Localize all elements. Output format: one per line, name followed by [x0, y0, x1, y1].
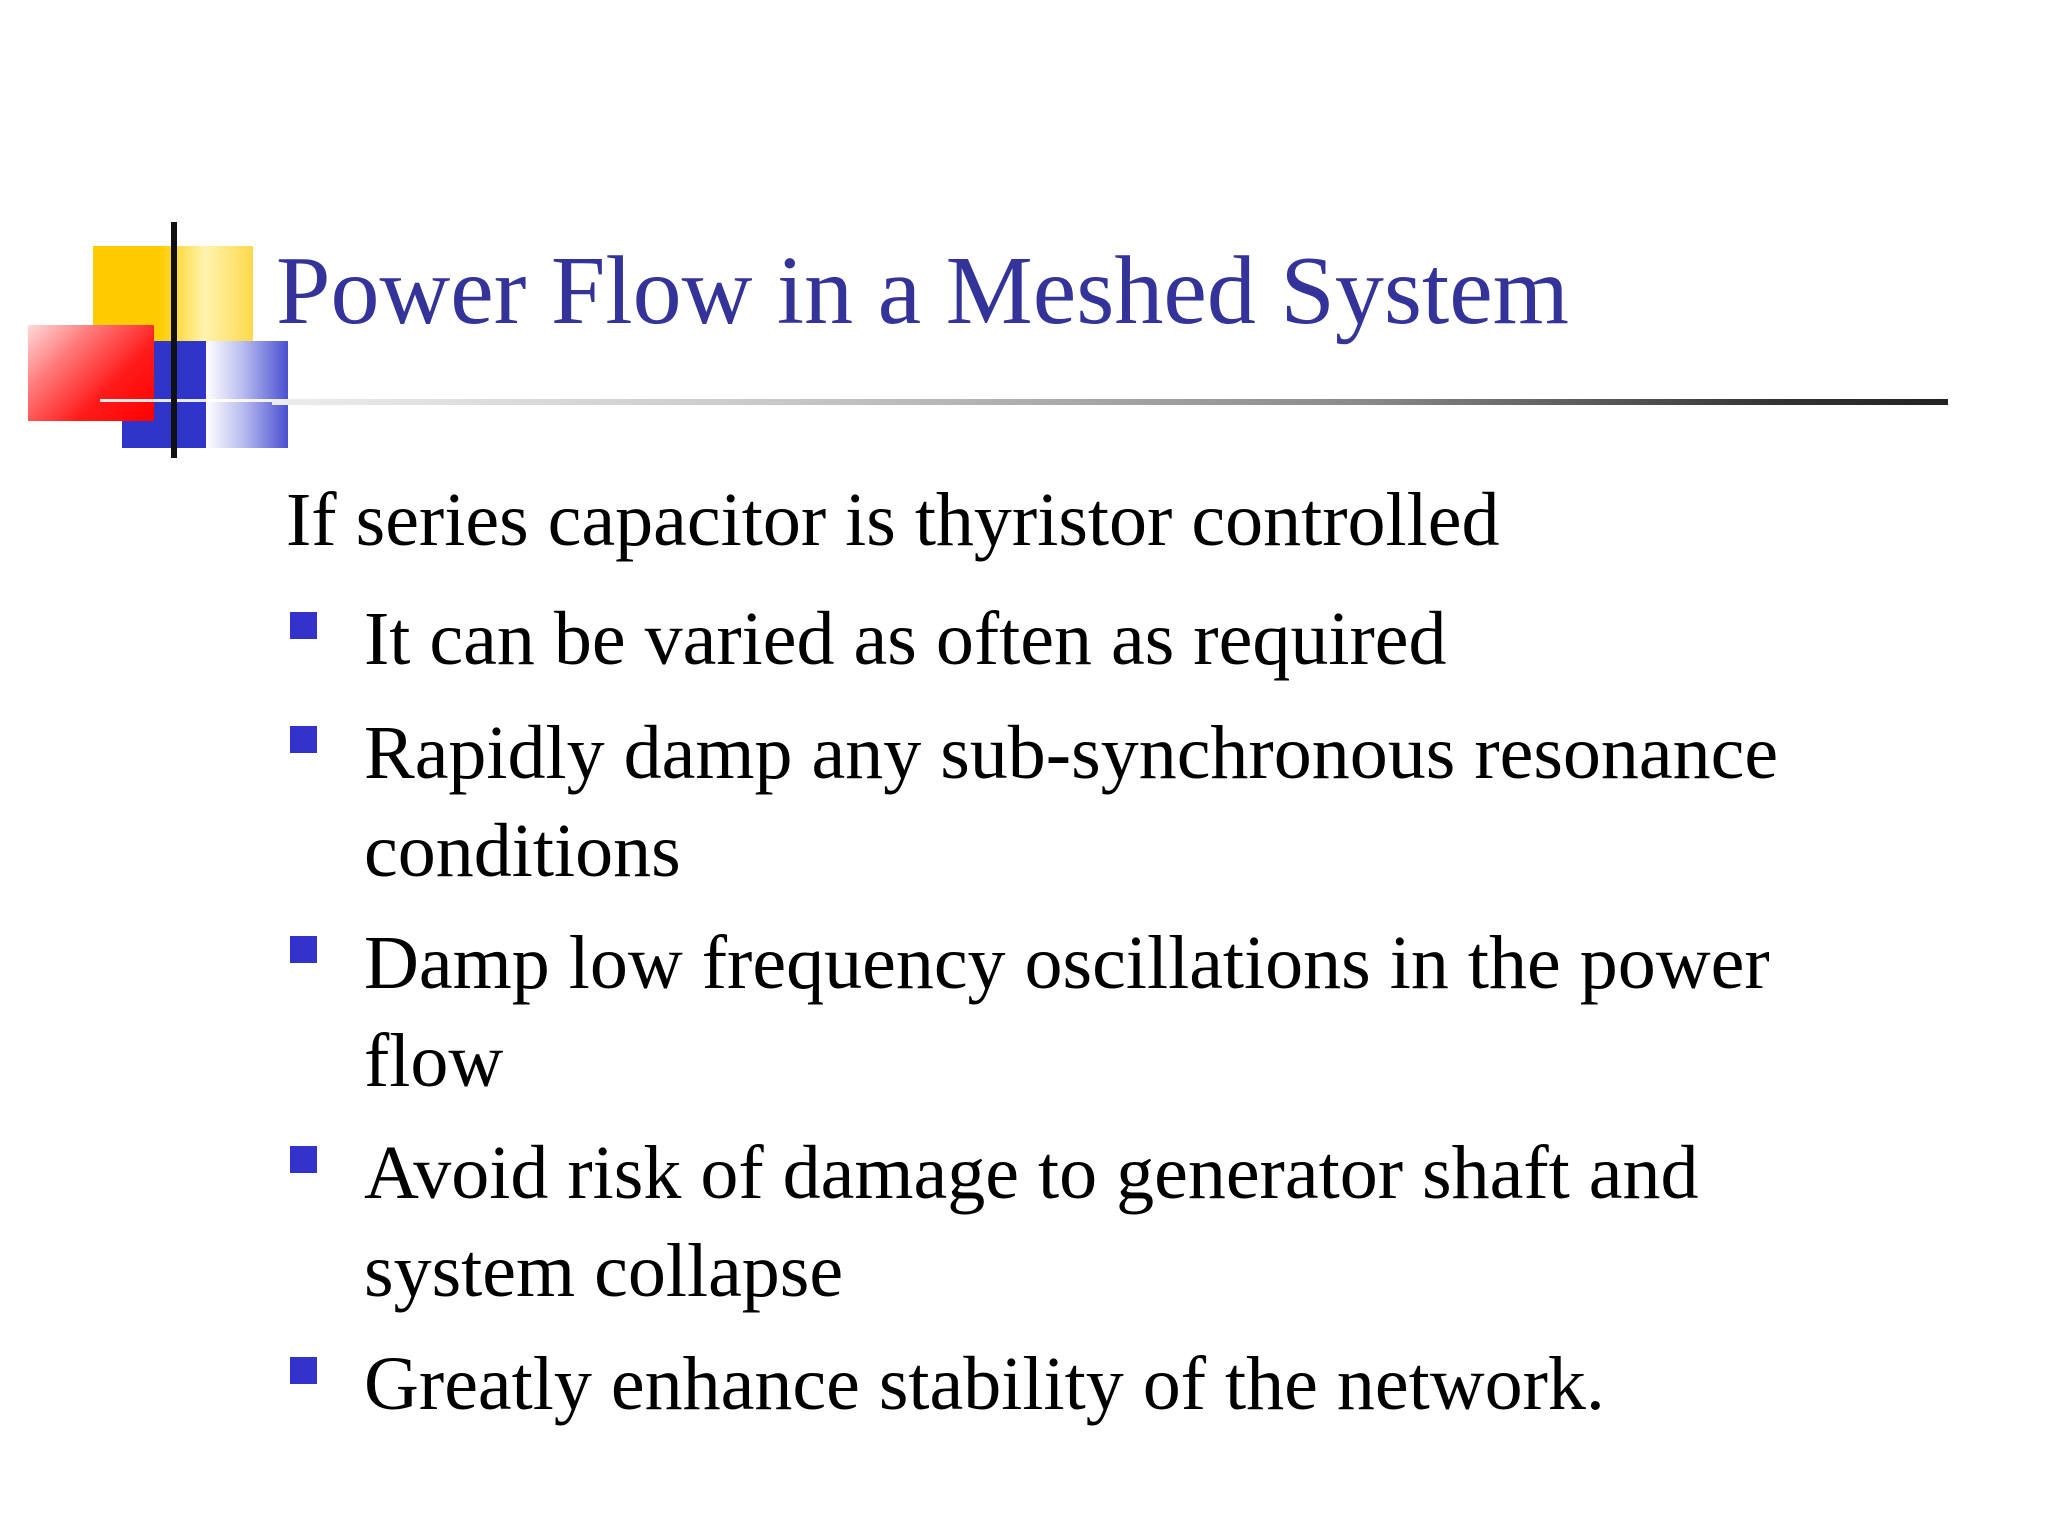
bullet-text: Damp low frequency oscillations in the power flow — [364, 921, 1770, 1103]
square-bullet-icon — [290, 1357, 317, 1384]
square-bullet-icon — [290, 1146, 317, 1173]
square-bullet-icon — [290, 612, 317, 639]
slide-title: Power Flow in a Meshed System — [276, 237, 1569, 345]
gradient-blue-square-shape — [206, 341, 288, 448]
bullet-text: Greatly enhance stability of the network. — [364, 1342, 1605, 1426]
square-bullet-icon — [290, 936, 317, 963]
bullet-text: Rapidly damp any sub-synchronous resonance conditions — [364, 711, 1779, 893]
intro-text: If series capacitor is thyristor controlled — [286, 478, 1500, 562]
title-underline — [272, 399, 1948, 405]
corner-decoration — [0, 0, 300, 480]
vertical-line-shape — [171, 222, 177, 458]
red-square-shape — [28, 325, 154, 421]
square-bullet-icon — [290, 726, 317, 753]
white-stripe-shape — [100, 399, 290, 402]
bullet-text: Avoid risk of damage to generator shaft and system collapse — [364, 1131, 1699, 1313]
bullet-text: It can be varied as often as required — [364, 597, 1447, 681]
